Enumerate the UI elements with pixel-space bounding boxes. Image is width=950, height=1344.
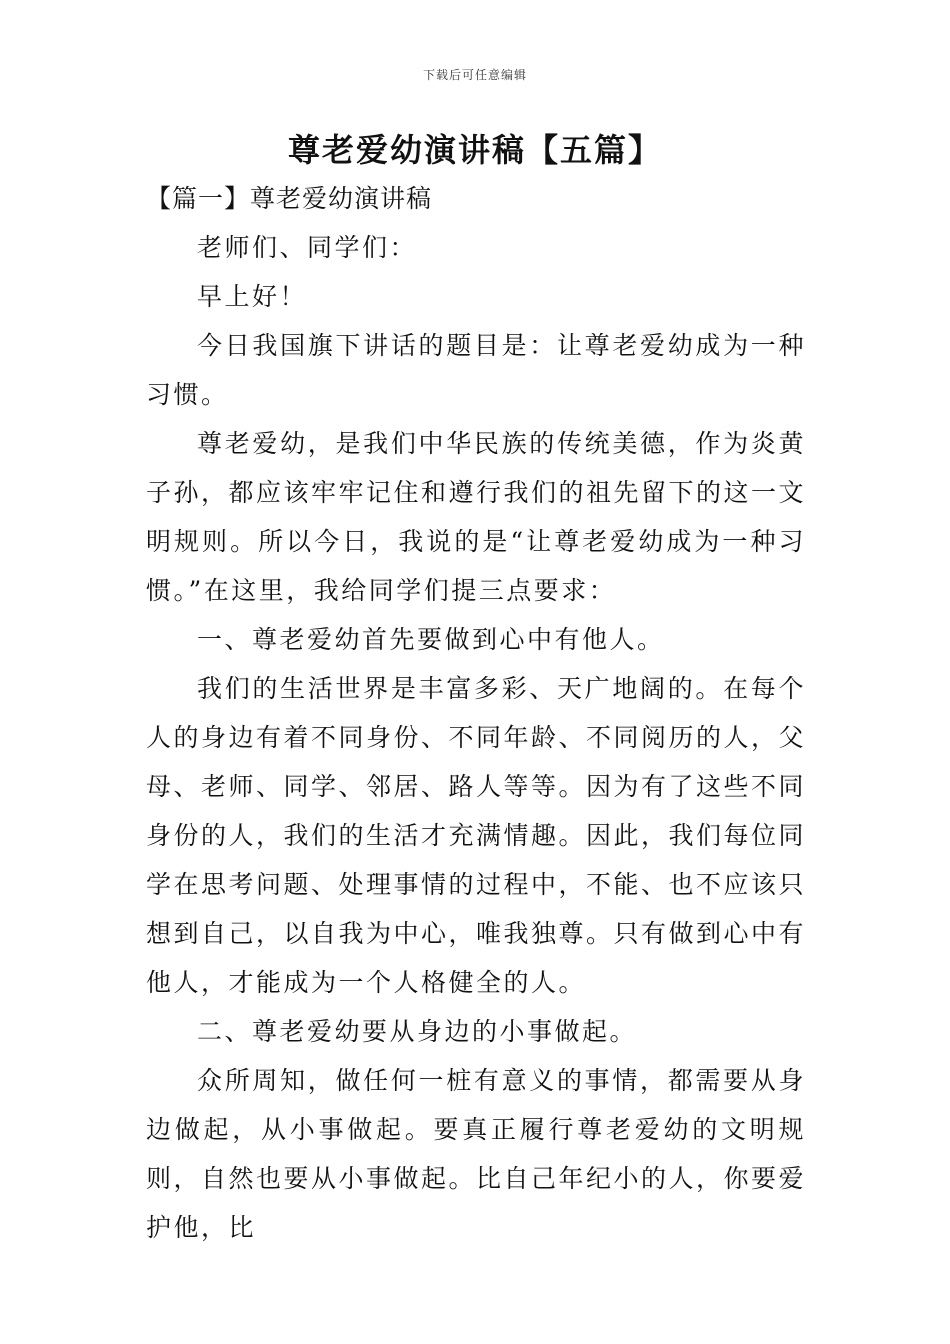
paragraph-point-one: 一、尊老爱幼首先要做到心中有他人。 [197,625,665,654]
paragraph-point-one-body: 我们的生活世界是丰富多彩、天广地阔的。在每个人的身边有着不同身份、不同年龄、不同阅历的人，父母、老师、同学、邻居、路人等等。因为有了这些不同身份的人，我们的生活才充满情趣。因此，我们每位同学在思考问题、处理事情的过程中，不能、也不应该只想到自己，以自我为中心，唯我独尊。只有做到心中有他人，才能成为一个人格健全的人。 [146,674,807,997]
paragraph-point-two-body: 众所周知，做任何一桩有意义的事情，都需要从身边做起，从小事做起。要真正履行尊老爱幼的文明规则，自然也要从小事做起。比自己年纪小的人，你要爱护他，比 [146,1066,807,1242]
paragraph-greeting: 老师们、同学们： [197,233,418,262]
document-body [146,175,806,1252]
paragraph-intro: 尊老爱幼，是我们中华民族的传统美德，作为炎黄子孙，都应该牢牢记住和遵行我们的祖先留下的这一文明规则。所以今日，我说的是“让尊老爱幼成为一种习惯。”在这里，我给同学们提三点要求： [146,429,807,605]
section-heading: 【篇一】尊老爱幼演讲稿 [146,184,433,213]
paragraph-good-morning: 早上好！ [197,282,308,311]
document-title: 尊老爱幼演讲稿【五篇】 [287,131,662,169]
paragraph-point-two: 二、尊老爱幼要从身边的小事做起。 [197,1017,638,1046]
header-note: 下载后可任意编辑 [422,68,527,82]
paragraph-topic: 今日我国旗下讲话的题目是：让尊老爱幼成为一种习惯。 [146,331,806,409]
